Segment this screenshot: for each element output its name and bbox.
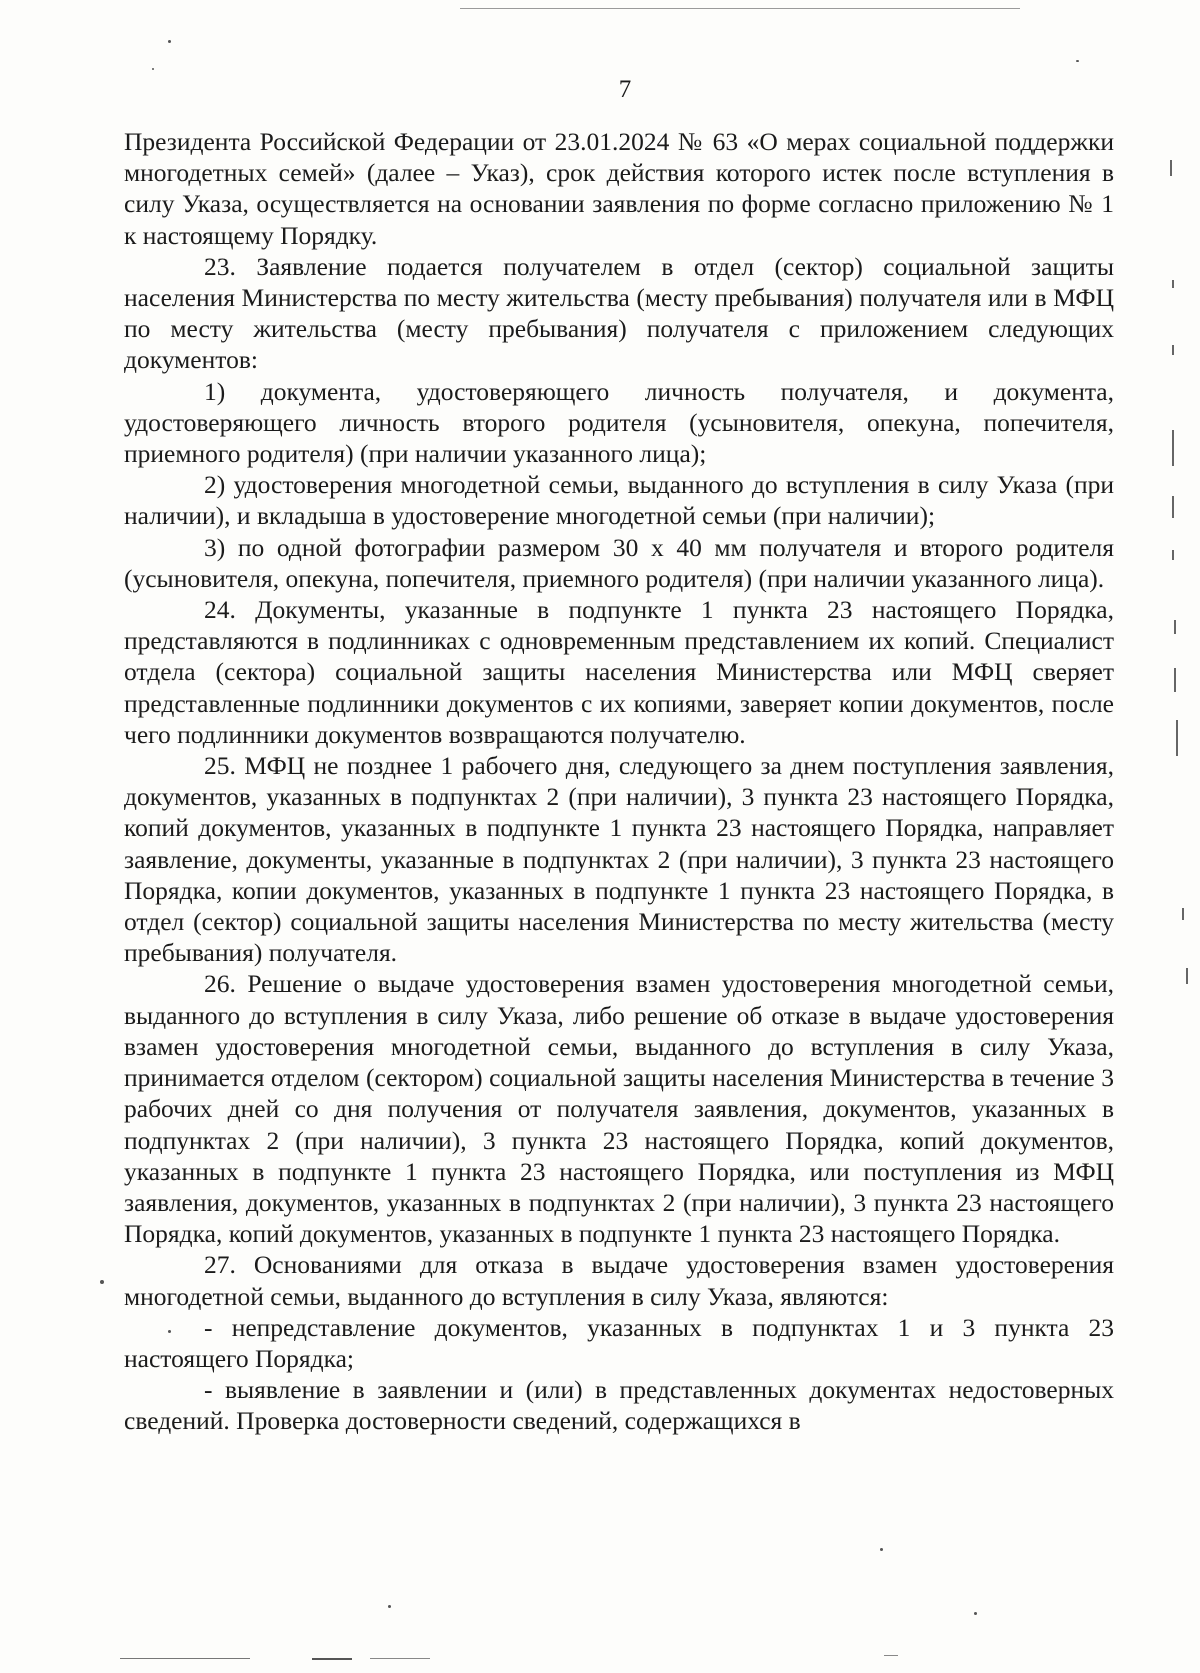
scan-artifact-top-rule [460,8,1020,9]
scan-speck [152,68,154,70]
scan-artifact-bottom-rule [370,1658,430,1659]
scan-speck [168,40,171,43]
scan-edge-mark [1174,620,1176,634]
paragraph-p27-a: - непредставление документов, указанных в подпунктах 1 и 3 пункта 23 настоящего Порядка; [124,1312,1114,1373]
scan-artifact-bottom-rule [884,1655,898,1656]
scan-edge-mark [1172,430,1174,466]
paragraph-p23-3: 3) по одной фотографии размером 30 х 40 мм получателя и второго родителя (усыновителя, опекуна, попечителя, приемного родителя) (при наличии указанного лица). [124,532,1114,593]
scan-edge-mark [1176,720,1178,756]
scan-edge-mark [1172,550,1174,560]
scan-edge-mark [1172,496,1174,518]
paragraph-p0: Президента Российской Федерации от 23.01.2024 № 63 «О мерах социальной поддержки многодетных семей» (далее – Указ), срок действия которого истек после вступления в силу Указа, осуществляется на основании заявления по форме согласно приложению № 1 к настоящему Порядку. [124,127,1114,250]
paragraph-p26: 26. Решение о выдаче удостоверения взамен удостоверения многодетной семьи, выданного до вступления в силу Указа, либо решение об отказе в выдаче удостоверения взамен удостоверения многодетной семьи, выданного до вступления в силу Указа, принимается отделом (сектором) социальной защиты населения Министерства в течение 3 рабочих дней со дня получения от получателя заявления, документов, указанных в подпунктах 2 (при наличии), 3 пункта 23 настоящего Порядка, копий документов, указанных в подпункте 1 пункта 23 настоящего Порядка, или поступления из МФЦ заявления, документов, указанных в подпунктах 2 (при наличии), 3 пункта 23 настоящего Порядка, копий документов, указанных в подпункте 1 пункта 23 настоящего Порядка. [124,969,1114,1249]
paragraph-p24: 24. Документы, указанные в подпункте 1 пункта 23 настоящего Порядка, представляются в подлинниках с одновременным представлением их копий. Специалист отдела (сектора) социальной защиты населения Министерства или МФЦ сверяет представленные подлинники документов с их копиями, заверяет копии документов, после чего подлинники документов возвращаются получателю. [124,595,1114,749]
scan-speck [974,1612,977,1615]
paragraph-p27-b: - выявление в заявлении и (или) в представленных документах недостоверных сведений. Проверка достоверности сведений, содержащихся в [124,1375,1114,1436]
scan-speck [388,1605,391,1608]
scan-edge-mark [1172,280,1174,288]
paragraph-p27: 27. Основаниями для отказа в выдаче удостоверения взамен удостоверения многодетной семьи, выданного до вступления в силу Указа, являются: [124,1250,1114,1311]
paragraph-p25: 25. МФЦ не позднее 1 рабочего дня, следующего за днем поступления заявления, документов, указанных в подпунктах 2 (при наличии), 3 пункта 23 настоящего Порядка, копий документов, указанных в подпункте 1 пункта 23 настоящего Порядка, направляет заявление, документы, указанные в подпунктах 2 (при наличии), 3 пункта 23 настоящего Порядка, копии документов, указанных в подпункте 1 пункта 23 настоящего Порядка, в отдел (сектор) социальной защиты населения Министерства по месту жительства (месту пребывания) получателя. [124,751,1114,968]
scan-edge-mark [1174,668,1176,692]
scan-speck [880,1548,883,1551]
document-body [124,126,1114,1437]
scan-artifact-bottom-rule [312,1658,352,1660]
page-number: 7 [618,76,632,103]
scan-speck [1076,60,1079,62]
scan-edge-mark [1172,345,1174,355]
paragraph-p23-1: 1) документа, удостоверяющего личность получателя, и документа, удостоверяющего личность второго родителя (усыновителя, опекуна, попечителя, приемного родителя) (при наличии указанного лица); [124,376,1114,469]
paragraph-p23-2: 2) удостоверения многодетной семьи, выданного до вступления в силу Указа (при наличии), и вкладыша в удостоверение многодетной семьи (при наличии); [124,470,1114,531]
scan-edge-mark [1182,908,1184,920]
scan-edge-mark [1170,160,1172,176]
scan-artifact-bottom-rule [120,1658,250,1659]
scan-edge-mark [1186,968,1188,984]
paragraph-p23: 23. Заявление подается получателем в отдел (сектор) социальной защиты населения Министерства по месту жительства (месту пребывания) получателя или в МФЦ по месту жительства (месту пребывания) получателя с приложением следующих документов: [124,251,1114,375]
scan-speck [100,1280,104,1284]
